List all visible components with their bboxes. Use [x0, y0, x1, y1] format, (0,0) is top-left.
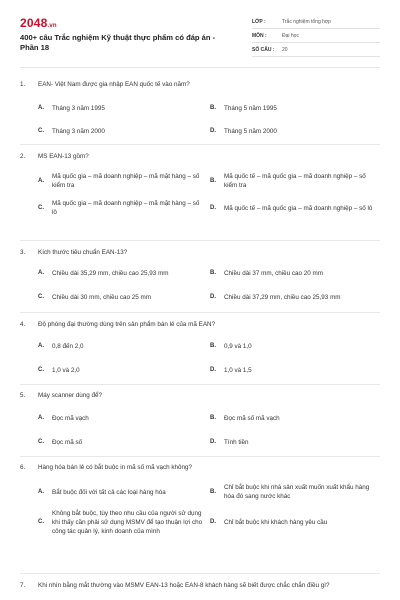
site-logo[interactable] — [20, 16, 57, 30]
meta-info — [252, 16, 380, 58]
option-a[interactable] — [38, 104, 210, 113]
question-body: Máy scanner dùng để? — [38, 392, 103, 399]
meta-value: Đại học — [282, 32, 299, 39]
meta-key: SỐ CÂU : — [252, 46, 275, 53]
option-b[interactable] — [210, 269, 382, 278]
option-text: Chỉ bắt buộc khi nhà sản xuất muốn xuất khẩu hàng hóa đó sang nước khác — [224, 484, 370, 500]
option-text: 1,0 và 2,0 — [52, 367, 80, 374]
question-text — [20, 320, 380, 329]
question-divider — [20, 240, 380, 241]
question-1 — [20, 80, 380, 136]
question-number: 2. — [20, 153, 26, 160]
option-text: Bắt buộc đối với tất cả các loại hàng hóa — [52, 488, 166, 496]
option-text: Mã quốc tế – mã quốc gia – mã doanh nghiệp – số kiểm tra — [224, 173, 366, 189]
option-letter: C. — [38, 294, 44, 300]
option-letter: C. — [38, 519, 44, 525]
option-letter: A. — [38, 343, 44, 349]
option-letter: A. — [38, 415, 44, 421]
meta-value: Trắc nghiệm tổng hợp — [282, 18, 331, 25]
question-divider — [20, 312, 380, 313]
option-c[interactable] — [38, 366, 210, 375]
option-text: Mã quốc gia – mã doanh nghiệp – mã mặt hàng – số lô — [52, 200, 200, 216]
option-letter: D. — [210, 128, 216, 134]
option-b[interactable] — [210, 342, 382, 351]
option-letter: D. — [210, 367, 216, 373]
option-text: Không bắt buộc, tùy theo nhu cầu của người sử dụng khi thấy cần phải sử dụng MSMV để tạo thuận lợi cho công tác quản lý, kinh doanh của mình — [52, 510, 203, 535]
options-grid — [38, 269, 380, 302]
option-letter: A. — [38, 488, 44, 495]
option-letter: C. — [38, 439, 44, 445]
option-letter: B. — [210, 343, 216, 349]
question-number: 5. — [20, 392, 26, 399]
option-text: Tháng 5 năm 1995 — [224, 105, 277, 112]
option-letter: A. — [38, 177, 44, 184]
meta-row-subject — [252, 30, 380, 43]
question-number: 4. — [20, 321, 26, 328]
options-grid — [38, 483, 380, 536]
question-text — [20, 391, 380, 400]
question-number: 3. — [20, 249, 26, 256]
option-letter: B. — [210, 177, 216, 184]
option-letter: B. — [210, 488, 216, 495]
option-a[interactable] — [38, 269, 210, 278]
option-letter: C. — [38, 367, 44, 373]
option-text: 0,8 đến 2,0 — [52, 343, 84, 350]
option-letter: B. — [210, 105, 216, 111]
option-d[interactable] — [210, 127, 382, 136]
option-text: Tháng 5 năm 2000 — [224, 128, 277, 135]
option-b[interactable] — [210, 414, 382, 423]
page-header — [0, 0, 400, 66]
option-c[interactable] — [38, 127, 210, 136]
question-3 — [20, 248, 380, 302]
option-text: 1,0 và 1,5 — [224, 367, 252, 374]
question-2 — [20, 152, 380, 217]
question-text — [20, 152, 380, 161]
question-6 — [20, 463, 380, 536]
question-text — [20, 248, 380, 257]
question-number: 6. — [20, 464, 26, 471]
option-a[interactable] — [38, 414, 210, 423]
option-text: Đọc mã vạch — [52, 415, 89, 422]
meta-key: LỚP : — [252, 18, 266, 25]
option-text: Mã quốc gia – mã doanh nghiệp – mã mặt hàng – số kiểm tra — [52, 173, 200, 189]
options-grid — [38, 414, 380, 447]
option-text: Chiều dài 37,29 mm, chiều cao 25,93 mm — [224, 294, 341, 301]
option-text: Tháng 3 năm 2000 — [52, 128, 105, 135]
page-title: 400+ câu Trắc nghiệm Kỹ thuật thực phẩm có đáp án - Phần 18 — [20, 33, 216, 52]
question-body: Hàng hóa bán lẻ có bắt buộc in mã số mã vạch không? — [38, 464, 193, 471]
option-text: Chỉ bắt buộc khi khách hàng yêu cầu — [224, 519, 328, 526]
option-text: 0,9 và 1,0 — [224, 343, 252, 350]
option-d[interactable] — [210, 366, 382, 375]
option-text: Chiều dài 30 mm, chiều cao 25 mm — [52, 294, 152, 301]
option-a[interactable] — [38, 172, 210, 190]
option-letter: D. — [210, 204, 216, 211]
meta-row-class — [252, 16, 380, 29]
option-c[interactable] — [38, 509, 210, 536]
option-d[interactable] — [210, 293, 382, 302]
option-letter: D. — [210, 439, 216, 445]
option-c[interactable] — [38, 438, 210, 447]
option-d[interactable] — [210, 509, 382, 536]
question-divider — [20, 144, 380, 145]
question-7 — [20, 581, 380, 590]
question-text — [20, 581, 380, 590]
option-letter: A. — [38, 105, 44, 111]
question-text — [20, 80, 380, 89]
option-b[interactable] — [210, 104, 382, 113]
option-a[interactable] — [38, 342, 210, 351]
option-letter: A. — [38, 270, 44, 276]
option-a[interactable] — [38, 483, 210, 501]
question-divider — [20, 456, 380, 457]
option-letter: D. — [210, 294, 216, 300]
options-grid — [38, 104, 380, 136]
question-divider — [20, 573, 380, 574]
option-text: Chiều dài 37 mm, chiều cao 20 mm — [224, 270, 324, 277]
question-body: EAN- Việt Nam được gia nhập EAN quốc tế vào năm? — [38, 81, 190, 88]
option-d[interactable] — [210, 438, 382, 447]
question-body: Kích thước tiêu chuẩn EAN-13? — [38, 249, 128, 256]
option-d[interactable] — [210, 199, 382, 217]
option-letter: B. — [210, 270, 216, 276]
question-number: 7. — [20, 582, 26, 589]
option-c[interactable] — [38, 293, 210, 302]
option-c[interactable] — [38, 199, 210, 217]
option-text: Đọc mã số — [52, 439, 83, 446]
option-text: Tháng 3 năm 1995 — [52, 105, 105, 112]
question-5 — [20, 391, 380, 447]
option-letter: C. — [38, 204, 44, 211]
option-text: Tính tiền — [224, 439, 249, 446]
question-body: Độ phóng đại thường dùng trên sản phẩm bán lẻ của mã EAN? — [38, 321, 216, 328]
option-letter: B. — [210, 415, 216, 421]
option-letter: C. — [38, 128, 44, 134]
option-letter: D. — [210, 519, 216, 525]
option-text: Mã quốc tế – mã quốc gia – mã doanh nghiệp – số lô — [224, 204, 373, 212]
question-4 — [20, 320, 380, 375]
question-body: Khi nhìn bằng mắt thường vào MSMV EAN-13 hoặc EAN-8 khách hàng sẽ biết được chắc chắn điều gì? — [38, 582, 330, 589]
question-body: MS EAN-13 gồm? — [38, 153, 89, 160]
meta-value: 20 — [282, 46, 288, 53]
question-number: 1. — [20, 81, 26, 88]
option-b[interactable] — [210, 172, 382, 190]
header-divider — [20, 67, 380, 68]
question-divider — [20, 384, 380, 385]
meta-row-count — [252, 44, 380, 57]
option-b[interactable] — [210, 483, 382, 501]
meta-key: MÔN : — [252, 32, 267, 39]
option-text: Chiều dài 35,29 mm, chiều cao 25,93 mm — [52, 270, 169, 277]
logo-suffix-text: .vn — [47, 23, 57, 29]
question-text — [20, 463, 380, 472]
options-grid — [38, 342, 380, 375]
option-text: Đọc mã số mã vạch — [224, 415, 280, 422]
logo-main-text: 2048 — [20, 16, 48, 30]
options-grid — [38, 172, 380, 217]
